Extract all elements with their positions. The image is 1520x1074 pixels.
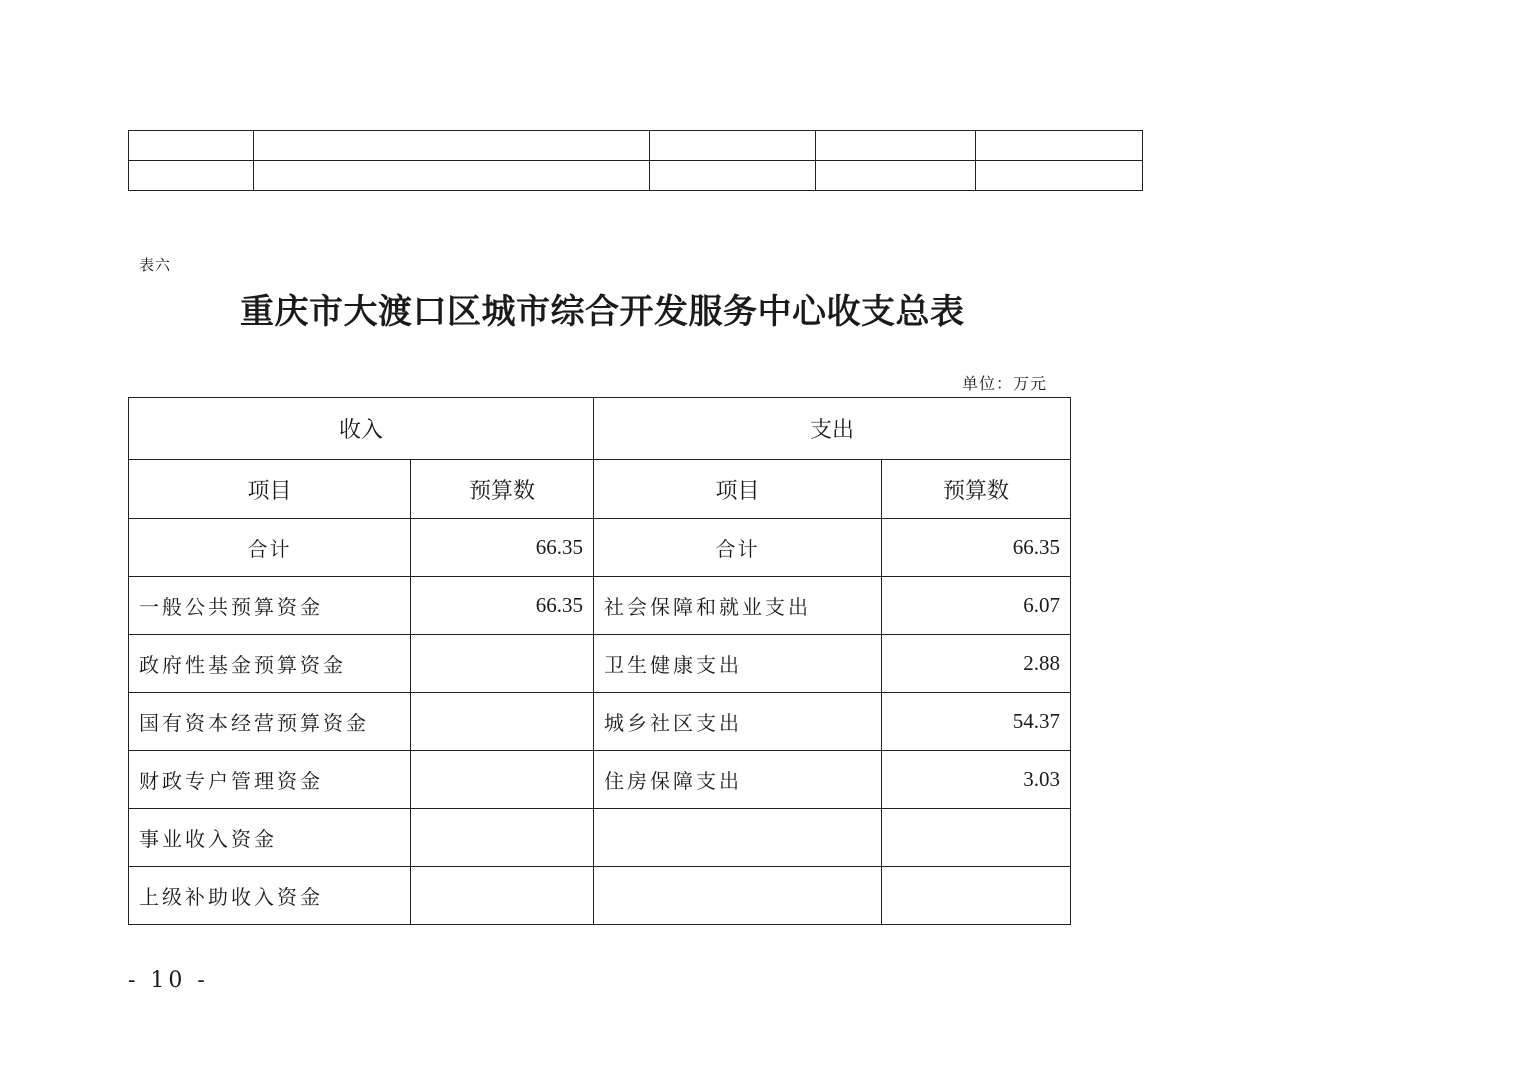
income-value <box>411 809 594 867</box>
table-row <box>129 131 1143 161</box>
table-cell <box>129 131 254 161</box>
table-row <box>129 693 1071 751</box>
table-cell <box>816 131 976 161</box>
income-item: 国有资本经营预算资金 <box>129 693 411 751</box>
table-row <box>129 577 1071 635</box>
table-row <box>129 867 1071 925</box>
income-value <box>411 867 594 925</box>
expense-item: 社会保障和就业支出 <box>594 577 882 635</box>
income-value <box>411 635 594 693</box>
expense-total-label: 合计 <box>594 519 882 577</box>
expense-total-value: 66.35 <box>882 519 1071 577</box>
expense-item: 城乡社区支出 <box>594 693 882 751</box>
income-total-label: 合计 <box>129 519 411 577</box>
expense-item <box>594 867 882 925</box>
income-total-value: 66.35 <box>411 519 594 577</box>
previous-table-fragment <box>128 130 1143 191</box>
expense-value: 3.03 <box>882 751 1071 809</box>
expense-value <box>882 867 1071 925</box>
table-cell <box>816 161 976 191</box>
expense-section-header: 支出 <box>594 398 1071 460</box>
income-value <box>411 693 594 751</box>
expense-item <box>594 809 882 867</box>
income-item: 一般公共预算资金 <box>129 577 411 635</box>
table-number-label: 表六 <box>139 256 172 274</box>
income-value: 66.35 <box>411 577 594 635</box>
income-item: 事业收入资金 <box>129 809 411 867</box>
income-item: 上级补助收入资金 <box>129 867 411 925</box>
expense-item: 卫生健康支出 <box>594 635 882 693</box>
expense-value: 54.37 <box>882 693 1071 751</box>
table-cell <box>650 161 816 191</box>
table-row <box>129 751 1071 809</box>
table-row <box>129 161 1143 191</box>
table-cell <box>976 131 1143 161</box>
income-section-header: 收入 <box>129 398 594 460</box>
table-cell <box>650 131 816 161</box>
section-header-row <box>129 398 1071 460</box>
expense-value: 6.07 <box>882 577 1071 635</box>
unit-label: 单位：万元 <box>962 374 1048 393</box>
expense-budget-header: 预算数 <box>882 460 1071 519</box>
table-row <box>129 635 1071 693</box>
total-row <box>129 519 1071 577</box>
table-cell <box>976 161 1143 191</box>
expense-value: 2.88 <box>882 635 1071 693</box>
income-item: 政府性基金预算资金 <box>129 635 411 693</box>
expense-item-header: 项目 <box>594 460 882 519</box>
income-item: 财政专户管理资金 <box>129 751 411 809</box>
budget-summary-table <box>128 397 1071 925</box>
income-item-header: 项目 <box>129 460 411 519</box>
column-header-row <box>129 460 1071 519</box>
expense-value <box>882 809 1071 867</box>
table-row <box>129 809 1071 867</box>
expense-item: 住房保障支出 <box>594 751 882 809</box>
page-title: 重庆市大渡口区城市综合开发服务中心收支总表 <box>240 292 965 332</box>
table-cell <box>254 131 650 161</box>
table-cell <box>129 161 254 191</box>
table-cell <box>254 161 650 191</box>
page-number: - 10 - <box>128 968 209 993</box>
income-value <box>411 751 594 809</box>
income-budget-header: 预算数 <box>411 460 594 519</box>
